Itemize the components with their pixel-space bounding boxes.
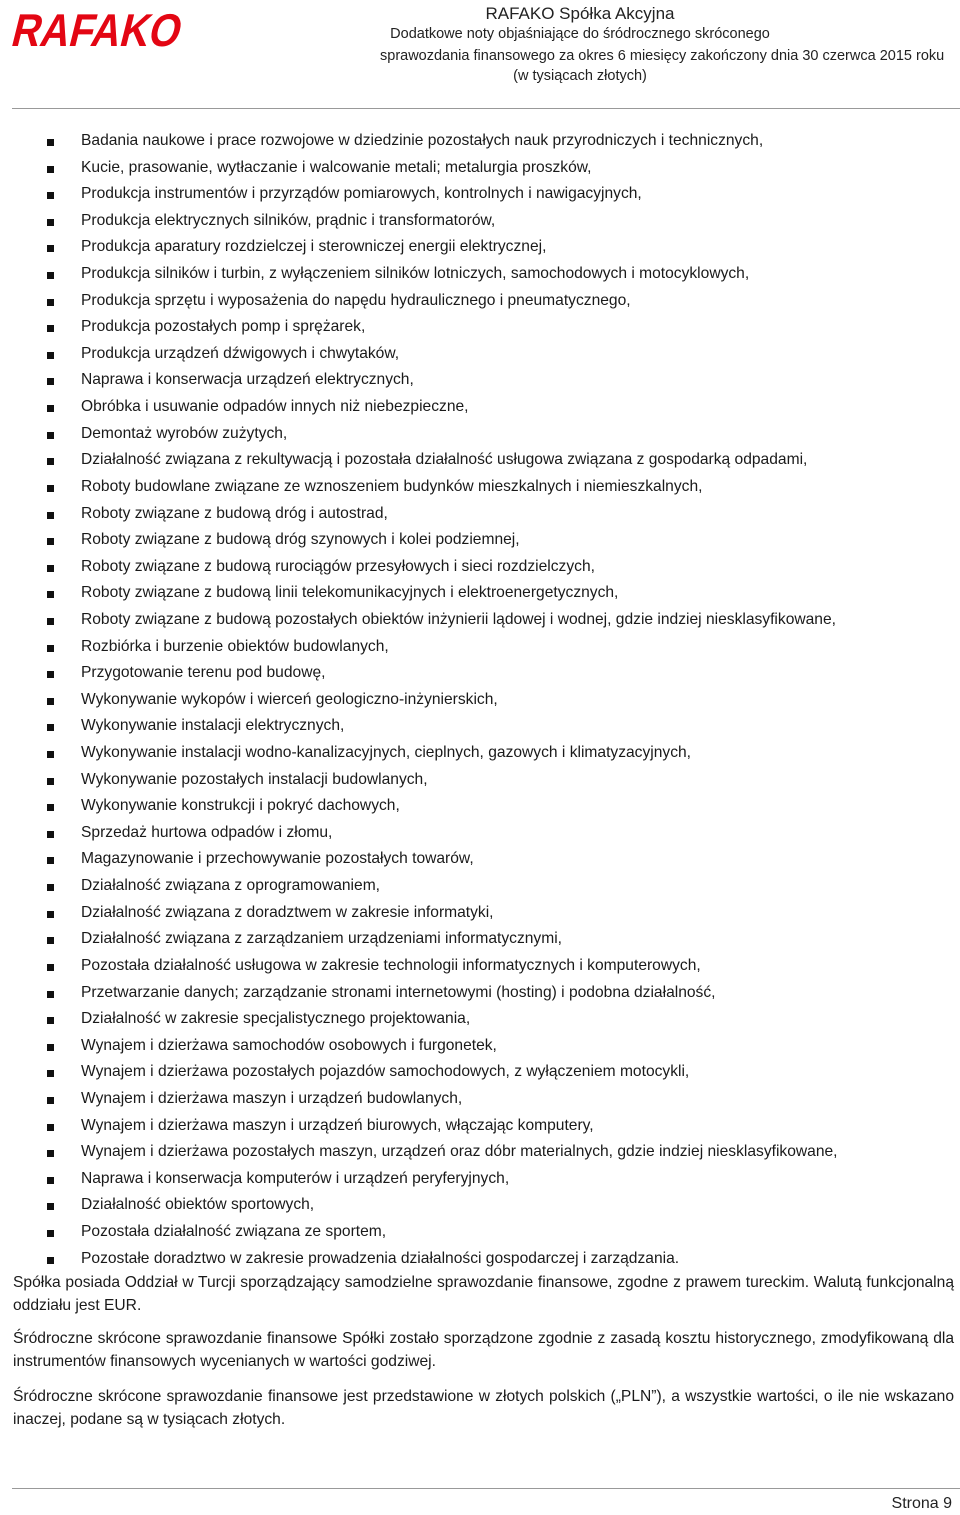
bullet-square-icon	[47, 1097, 54, 1104]
list-item-text: Produkcja pozostałych pomp i sprężarek,	[81, 318, 366, 336]
bullet-square-icon	[47, 538, 54, 545]
bullet-square-icon	[47, 219, 54, 226]
list-item	[0, 1141, 960, 1168]
list-item	[0, 157, 960, 184]
list-item-text: Działalność związana z rekultywacją i pozostała działalność usługowa związana z gospodarką odpadami,	[81, 451, 808, 469]
list-item-text: Roboty związane z budową dróg i autostrad,	[81, 504, 388, 522]
list-item	[0, 955, 960, 982]
list-item	[0, 263, 960, 290]
list-item	[0, 1168, 960, 1195]
list-item-text: Przetwarzanie danych; zarządzanie stronami internetowymi (hosting) i podobna działalność,	[81, 983, 716, 1001]
bullet-square-icon	[47, 405, 54, 412]
list-item-text: Wynajem i dzierżawa samochodów osobowych i furgonetek,	[81, 1036, 497, 1054]
list-item-text: Wykonywanie instalacji elektrycznych,	[81, 717, 345, 735]
bullet-square-icon	[47, 857, 54, 864]
list-item-text: Naprawa i konserwacja komputerów i urządzeń peryferyjnych,	[81, 1169, 510, 1187]
bullet-square-icon	[47, 645, 54, 652]
paragraph-basis: Śródroczne skrócone sprawozdanie finansowe Spółki zostało sporządzone zgodnie z zasadą kosztu historycznego, zmodyfikowaną dla instrumentów finansowych wycenianych w wartości godziwej.	[13, 1330, 954, 1370]
list-item-text: Działalność związana z zarządzaniem urządzeniami informatycznymi,	[81, 930, 562, 948]
list-item	[0, 795, 960, 822]
list-item-text: Wynajem i dzierżawa maszyn i urządzeń budowlanych,	[81, 1089, 463, 1107]
bullet-square-icon	[47, 698, 54, 705]
list-item-text: Produkcja elektrycznych silników, prądnic i transformatorów,	[81, 211, 496, 229]
list-item	[0, 715, 960, 742]
header-subtitle: Dodatkowe noty objaśniające do śródrocznego skróconego	[390, 26, 770, 42]
header-period: sprawozdania finansowego za okres 6 miesięcy zakończony dnia 30 czerwca 2015 roku	[380, 48, 945, 64]
bullet-square-icon	[47, 139, 54, 146]
list-item-text: Wykonywanie pozostałych instalacji budowlanych,	[81, 770, 428, 788]
bullet-square-icon	[47, 804, 54, 811]
bullet-square-icon	[47, 831, 54, 838]
list-item-text: Wykonywanie instalacji wodno-kanalizacyjnych, cieplnych, gazowych i klimatyzacyjnych,	[81, 744, 692, 762]
list-item	[0, 1248, 960, 1275]
list-item	[0, 689, 960, 716]
list-item	[0, 476, 960, 503]
list-item-text: Wykonywanie wykopów i wierceń geologiczno-inżynierskich,	[81, 690, 498, 708]
bullet-square-icon	[47, 512, 54, 519]
footer-divider	[12, 1488, 960, 1489]
list-item	[0, 848, 960, 875]
list-item	[0, 369, 960, 396]
bullet-square-icon	[47, 458, 54, 465]
list-item	[0, 1061, 960, 1088]
list-item-text: Magazynowanie i przechowywanie pozostałych towarów,	[81, 850, 474, 868]
header-divider	[12, 108, 960, 109]
list-item	[0, 183, 960, 210]
list-item-text: Wynajem i dzierżawa pozostałych pojazdów samochodowych, z wyłączeniem motocykli,	[81, 1063, 690, 1081]
list-item-text: Produkcja aparatury rozdzielczej i sterowniczej energii elektrycznej,	[81, 238, 547, 256]
company-name: RAFAKO Spółka Akcyjna	[485, 4, 675, 23]
list-item	[0, 769, 960, 796]
list-item-text: Roboty budowlane związane ze wznoszeniem budynków mieszkalnych i niemieszkalnych,	[81, 477, 703, 495]
list-item	[0, 290, 960, 317]
list-item-text: Wynajem i dzierżawa pozostałych maszyn, urządzeń oraz dóbr materialnych, gdzie indziej niesklasyfikowane,	[81, 1143, 838, 1161]
list-item	[0, 316, 960, 343]
list-item-text: Działalność w zakresie specjalistycznego projektowania,	[81, 1010, 471, 1028]
list-item-text: Produkcja silników i turbin, z wyłączeniem silników lotniczych, samochodowych i motocyklowych,	[81, 265, 750, 283]
bullet-square-icon	[47, 1044, 54, 1051]
bullet-square-icon	[47, 618, 54, 625]
bullet-square-icon	[47, 166, 54, 173]
list-item-text: Kucie, prasowanie, wytłaczanie i walcowanie metali; metalurgia proszków,	[81, 158, 592, 176]
activity-list	[0, 130, 960, 1274]
list-item	[0, 130, 960, 157]
list-item	[0, 822, 960, 849]
bullet-square-icon	[47, 432, 54, 439]
list-item-text: Pozostała działalność związana ze sportem,	[81, 1222, 387, 1240]
list-item	[0, 875, 960, 902]
bullet-square-icon	[47, 378, 54, 385]
list-item-text: Pozostała działalność usługowa w zakresie technologii informatycznych i komputerowych,	[81, 956, 701, 974]
svg-text:RAFAKO: RAFAKO	[7, 4, 214, 56]
list-item	[0, 236, 960, 263]
bullet-square-icon	[47, 1124, 54, 1131]
bullet-square-icon	[47, 964, 54, 971]
list-item-text: Rozbiórka i burzenie obiektów budowlanych,	[81, 637, 389, 655]
list-item	[0, 742, 960, 769]
list-item	[0, 529, 960, 556]
list-item-text: Działalność związana z doradztwem w zakresie informatyki,	[81, 903, 494, 921]
list-item-text: Naprawa i konserwacja urządzeń elektrycznych,	[81, 371, 414, 389]
list-item-text: Produkcja urządzeń dźwigowych i chwytaków,	[81, 344, 400, 362]
list-item-text: Roboty związane z budową dróg szynowych i kolei podziemnej,	[81, 531, 520, 549]
list-item-text: Produkcja instrumentów i przyrządów pomiarowych, kontrolnych i nawigacyjnych,	[81, 185, 642, 203]
bullet-square-icon	[47, 671, 54, 678]
list-item	[0, 556, 960, 583]
bullet-square-icon	[47, 565, 54, 572]
list-item	[0, 343, 960, 370]
list-item	[0, 982, 960, 1009]
rafako-logo	[6, 4, 214, 56]
bullet-square-icon	[47, 1230, 54, 1237]
header-units: (w tysiącach złotych)	[513, 68, 647, 84]
list-item	[0, 662, 960, 689]
list-item	[0, 928, 960, 955]
bullet-square-icon	[47, 245, 54, 252]
bullet-square-icon	[47, 778, 54, 785]
paragraph-branch: Spółka posiada Oddział w Turcji sporządzający samodzielne sprawozdanie finansowe, zgodne z prawem tureckim. Walutą funkcjonalną oddziału jest EUR.	[13, 1274, 954, 1314]
list-item	[0, 902, 960, 929]
bullet-square-icon	[47, 884, 54, 891]
bullet-square-icon	[47, 991, 54, 998]
page-number: Strona 9	[891, 1495, 952, 1512]
list-item	[0, 1194, 960, 1221]
bullet-square-icon	[47, 1150, 54, 1157]
list-item	[0, 609, 960, 636]
bullet-square-icon	[47, 1257, 54, 1264]
bullet-square-icon	[47, 299, 54, 306]
list-item	[0, 1035, 960, 1062]
bullet-square-icon	[47, 724, 54, 731]
list-item-text: Pozostałe doradztwo w zakresie prowadzenia działalności gospodarczej i zarządzania.	[81, 1249, 680, 1267]
bullet-square-icon	[47, 272, 54, 279]
list-item-text: Sprzedaż hurtowa odpadów i złomu,	[81, 823, 333, 841]
list-item-text: Produkcja sprzętu i wyposażenia do napędu hydraulicznego i pneumatycznego,	[81, 291, 631, 309]
bullet-square-icon	[47, 1017, 54, 1024]
list-item-text: Obróbka i usuwanie odpadów innych niż niebezpieczne,	[81, 398, 469, 416]
list-item-text: Wykonywanie konstrukcji i pokryć dachowych,	[81, 797, 400, 815]
list-item	[0, 396, 960, 423]
list-item	[0, 636, 960, 663]
bullet-square-icon	[47, 1177, 54, 1184]
bullet-square-icon	[47, 1070, 54, 1077]
list-item-text: Przygotowanie terenu pod budowę,	[81, 664, 326, 682]
list-item	[0, 1088, 960, 1115]
bullet-square-icon	[47, 325, 54, 332]
list-item-text: Działalność obiektów sportowych,	[81, 1196, 315, 1214]
list-item-text: Roboty związane z budową rurociągów przesyłowych i sieci rozdzielczych,	[81, 557, 595, 575]
bullet-square-icon	[47, 1203, 54, 1210]
list-item-text: Roboty związane z budową pozostałych obiektów inżynierii lądowej i wodnej, gdzie indziej niesklasyfikowane,	[81, 610, 836, 628]
paragraph-currency: Śródroczne skrócone sprawozdanie finansowe jest przedstawione w złotych polskich („PLN”), a wszystkie wartości, o ile nie wskazano inaczej, podane są w tysiącach złotych.	[13, 1388, 954, 1428]
list-item-text: Roboty związane z budową linii telekomunikacyjnych i elektroenergetycznych,	[81, 584, 619, 602]
bullet-square-icon	[47, 911, 54, 918]
list-item	[0, 449, 960, 476]
bullet-square-icon	[47, 591, 54, 598]
list-item	[0, 582, 960, 609]
list-item-text: Działalność związana z oprogramowaniem,	[81, 877, 381, 895]
list-item-text: Wynajem i dzierżawa maszyn i urządzeń biurowych, włączając komputery,	[81, 1116, 594, 1134]
list-item	[0, 1008, 960, 1035]
list-item	[0, 210, 960, 237]
list-item	[0, 1115, 960, 1142]
bullet-square-icon	[47, 751, 54, 758]
bullet-square-icon	[47, 192, 54, 199]
bullet-square-icon	[47, 485, 54, 492]
list-item-text: Demontaż wyrobów zużytych,	[81, 424, 288, 442]
list-item	[0, 423, 960, 450]
list-item	[0, 503, 960, 530]
list-item-text: Badania naukowe i prace rozwojowe w dziedzinie pozostałych nauk przyrodniczych i technicznych,	[81, 132, 764, 149]
list-item	[0, 1221, 960, 1248]
bullet-square-icon	[47, 352, 54, 359]
bullet-square-icon	[47, 937, 54, 944]
